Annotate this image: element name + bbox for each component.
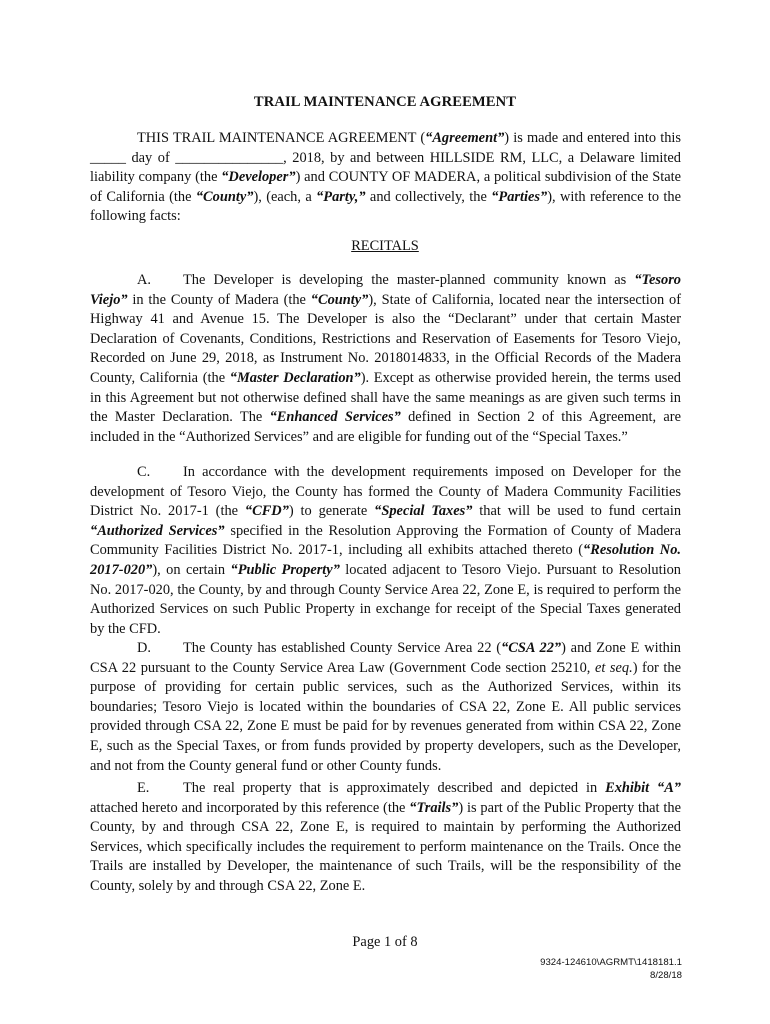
recital-text: ) to generate <box>288 503 375 520</box>
recital-text: ), State of California, located near the intersection of Highway 41 and Avenue 15. The Developer is also the “Declarant” under that certain Master Declaration of Covenants, Conditions, Restrictions and Reservation of Easements for Tesoro Viejo, Recorded on June 29, 2018, as Instrument No. 2018014833, in the Official Records of the Madera County, California (the <box>90 291 681 386</box>
recital-d-paragraph <box>90 639 681 776</box>
intro-paragraph <box>90 129 681 227</box>
intro-text: ) and COUNTY OF MADERA, a political subdivision of the State of California (the <box>90 169 681 205</box>
defined-term-csa-22: “CSA 22” <box>501 640 562 656</box>
recital-a-paragraph <box>90 271 681 447</box>
defined-term-trails: “Trails” <box>409 799 459 816</box>
defined-term-county: “County” <box>310 291 369 308</box>
defined-term-authorized-services: “Authorized Services” <box>90 522 225 539</box>
recital-label: D. <box>137 640 151 656</box>
recital-label: C. <box>137 464 151 480</box>
intro-text: and collectively, the <box>365 188 492 205</box>
recital-label: E. <box>137 780 150 796</box>
intro-text: ), with reference to the following facts: <box>90 188 681 225</box>
recital-text: The County has established County Service Area 22 ( <box>183 640 502 656</box>
page-title: TRAIL MAINTENANCE AGREEMENT <box>253 94 517 110</box>
document-id: 9324-124610\AGRMT\1418181.1 <box>540 957 682 968</box>
defined-term-developer: “Developer” <box>221 169 296 186</box>
page-number: Page 1 of 8 <box>352 934 418 950</box>
recitals-heading: RECITALS <box>351 238 419 254</box>
defined-term-resolution: “Resolution No. 2017-020” <box>90 542 681 578</box>
recital-e-paragraph <box>90 779 681 897</box>
defined-term-agreement: “Agreement” <box>425 130 505 146</box>
defined-term-county: “County” <box>195 188 254 205</box>
recital-text: attached hereto and incorporated by this reference (the <box>90 799 410 816</box>
recital-text: The real property that is approximately described and depicted in <box>183 780 606 796</box>
recital-text: In accordance with the development requirements imposed on Developer for the development of Tesoro Viejo, the County has formed the County of Madera Community Facilities District No. 2017-1 (the <box>90 464 681 520</box>
recital-text: ) is part of the Public Property that the County, by and through CSA 22, Zone E, is required to maintain by performing the Authorized Services, which specifically includes the requirement to perform maintenance on the Trails. Once the Trails are installed by Developer, the maintenance of such Trails, will be the responsibility of the County, solely by and through CSA 22, Zone E. <box>90 799 681 894</box>
et-seq: et seq. <box>594 659 633 676</box>
recital-text: The Developer is developing the master-planned community known as <box>183 272 635 288</box>
recital-label: A. <box>137 272 151 288</box>
recital-c-paragraph <box>90 463 681 639</box>
defined-term-master-declaration: “Master Declaration” <box>229 369 361 386</box>
recital-text: located adjacent to Tesoro Viejo. Pursuant to Resolution No. 2017-020, the County, by and through County Service Area 22, Zone E, is required to perform the Authorized Services on such Public Property in exchange for receipt of the Special Taxes generated by the CFD. <box>90 561 681 637</box>
defined-term-special-taxes: “Special Taxes” <box>374 503 473 520</box>
recital-text: ) and Zone E within CSA 22 pursuant to the County Service Area Law (Government Code section 25210, <box>90 640 681 676</box>
intro-text: THIS TRAIL MAINTENANCE AGREEMENT ( <box>137 130 426 146</box>
recital-text: specified in the Resolution Approving the Formation of County of Madera Community Facilities District No. 2017-1, including all exhibits attached thereto ( <box>90 522 681 559</box>
defined-term-tesoro-viejo: “Tesoro Viejo” <box>90 272 681 308</box>
recital-text: ) for the purpose of providing for certain public services, such as the Authorized Services, within its boundaries; Tesoro Viejo is located within the boundaries of CSA 22, Zone E. All public services provided through CSA 22, Zone E must be paid for by revenues generated from within CSA 22, Zone E, such as the Special Taxes, or from funds provided by property developers, such as the Developer, and not from the County general fund or other County funds. <box>90 659 681 774</box>
intro-text: ), (each, a <box>253 188 317 205</box>
exhibit-a-reference: Exhibit “A” <box>605 780 681 796</box>
defined-term-cfd: “CFD” <box>244 503 289 520</box>
recital-text: ), on certain <box>152 561 231 578</box>
defined-term-enhanced-services: “Enhanced Services” <box>269 409 401 426</box>
recital-text: defined in Section 2 of this Agreement, are included in the “Authorized Services” and are eligible for funding out of the “Special Taxes.” <box>90 409 681 445</box>
defined-term-parties: “Parties” <box>491 188 548 205</box>
document-date: 8/28/18 <box>649 970 682 981</box>
recital-text: in the County of Madera (the <box>127 291 311 308</box>
defined-term-public-property: “Public Property” <box>230 561 340 578</box>
intro-text: ) is made and entered into this _____ day of _______________, 2018, by and between HILLSIDE RM, LLC, a Delaware limited liability company (the <box>90 130 681 186</box>
defined-term-party: “Party,” <box>316 188 366 205</box>
recital-text: ). Except as otherwise provided herein, the terms used in this Agreement but not otherwise defined shall have the same meanings as are given such terms in the Master Declaration. The <box>90 369 681 426</box>
recital-text: that will be used to fund certain <box>472 503 682 520</box>
